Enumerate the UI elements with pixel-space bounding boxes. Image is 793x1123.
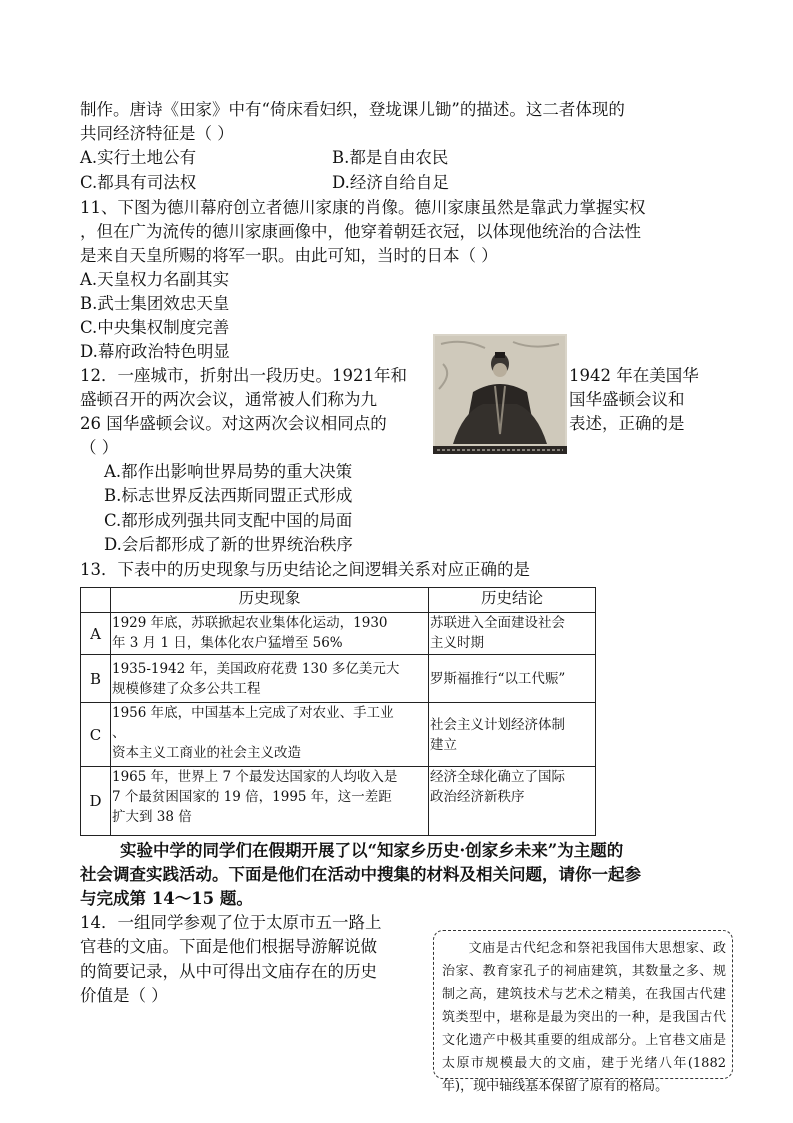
intro-line3: 与完成第 14～15 题。 (80, 889, 253, 908)
table-row (81, 613, 596, 655)
row-label: A (81, 613, 111, 655)
conclusion-line: 建立 (430, 736, 457, 753)
q12-stem-line1-left: 12．一座城市，折射出一段历史。1921年和 (80, 366, 407, 385)
q12-option-d: D.会后都形成了新的世界统治秩序 (104, 535, 353, 554)
q14-stem-line3: 的简要记录，从中可得出文庙存在的历史 (80, 962, 377, 981)
conclusion-line: 主义时期 (430, 635, 484, 651)
conclusion-line: 苏联进入全面建设社会 (430, 615, 565, 631)
phenomenon-line: 1929 年底，苏联掀起农业集体化运动，1930 (112, 615, 388, 631)
table-header-blank (81, 588, 111, 613)
row-conclusion (429, 767, 596, 836)
conclusion-line: 经济全球化确立了国际 (430, 769, 565, 785)
q12-stem-line4: （ ） (80, 438, 119, 457)
row-label: C (81, 703, 111, 767)
q12-stem-line2-right: 国华盛顿会议和 (569, 390, 685, 409)
row-phenomenon (111, 767, 429, 836)
q12-option-c: C.都形成列强共同支配中国的局面 (104, 511, 353, 530)
q14-stem-line4: 价值是（ ） (80, 986, 168, 1005)
table-row (81, 655, 596, 703)
phenomenon-line: 资本主义工商业的社会主义改造 (112, 745, 301, 761)
row-label: B (81, 655, 111, 703)
phenomenon-line: 、 (112, 725, 126, 741)
q10-option-b: B.都是自由农民 (332, 148, 449, 167)
row-conclusion (429, 655, 596, 703)
q10-option-a: A.实行土地公有 (80, 148, 197, 167)
q11-option-a: A.天皇权力名副其实 (80, 270, 230, 289)
conclusion-line: 社会主义计划经济体制 (430, 716, 565, 733)
conclusion-line: 罗斯福推行“以工代赈” (430, 670, 566, 687)
temple-note-text: 文庙是古代纪念和祭祀我国伟大思想家、政治家、教育家孔子的祠庙建筑，其数量之多、规制之高，建筑技术与艺术之精美，在我国古代建筑类型中，堪称是最为突出的一种，是我国古代文化遗产中极其重要的组成部分。上官巷文庙是太原市规模最大的文庙，建于光绪八年(1882年)，现中轴线基本保留了原有的格局。 (442, 941, 726, 1094)
table-header-row (81, 588, 596, 613)
history-table (80, 587, 596, 836)
q11-stem-line1: 11、下图为德川幕府创立者德川家康的肖像。德川家康虽然是靠武力掌握实权 (80, 198, 646, 217)
row-phenomenon (111, 613, 429, 655)
q11-option-d: D.幕府政治特色明显 (80, 342, 230, 361)
q12-stem-line2-left: 盛顿召开的两次会议，通常被人们称为九 (80, 390, 377, 409)
q10-stem-line2: 共同经济特征是（ ） (80, 124, 234, 143)
phenomenon-line: 1956 年底，中国基本上完成了对农业、手工业 (112, 705, 394, 721)
row-label: D (81, 767, 111, 836)
q10-option-d: D.经济自给自足 (332, 173, 449, 192)
q10-stem-line1: 制作。唐诗《田家》中有“倚床看妇织，登垅课儿锄”的描述。这二者体现的 (80, 100, 625, 119)
q12-stem-line3-left: 26 国华盛顿会议。对这两次会议相同点的 (80, 414, 387, 433)
table-row (81, 703, 596, 767)
q14-stem-line2: 官巷的文庙。下面是他们根据导游解说做 (80, 937, 377, 956)
q11-option-c: C.中央集权制度完善 (80, 318, 230, 337)
table-header-phenomenon: 历史现象 (111, 588, 429, 613)
row-phenomenon (111, 703, 429, 767)
phenomenon-line: 规模修建了众多公共工程 (112, 681, 261, 697)
conclusion-line: 政治经济新秩序 (430, 789, 525, 805)
phenomenon-line: 7 个最贫困国家的 19 倍，1995 年，这一差距 (112, 789, 392, 805)
q10-option-c: C.都具有司法权 (80, 173, 197, 192)
q12-stem-line3-right: 表述，正确的是 (569, 414, 685, 433)
phenomenon-line: 扩大到 38 倍 (112, 809, 192, 825)
temple-note-box (433, 930, 733, 1094)
phenomenon-line: 年 3 月 1 日，集体化农户猛增至 56% (112, 635, 343, 651)
row-conclusion (429, 703, 596, 767)
intro-line2: 社会调查实践活动。下面是他们在活动中搜集的材料及相关问题，请你一起参 (80, 865, 641, 884)
q14-stem-line1: 14．一组同学参观了位于太原市五一路上 (80, 913, 382, 932)
table-header-conclusion: 历史结论 (429, 588, 596, 613)
q13-stem: 13．下表中的历史现象与历史结论之间逻辑关系对应正确的是 (80, 560, 530, 579)
q11-option-b: B.武士集团效忠天皇 (80, 294, 230, 313)
q11-stem-line3: 是来自天皇所赐的将军一职。由此可知，当时的日本（ ） (80, 246, 498, 265)
q12-option-a: A.都作出影响世界局势的重大决策 (104, 462, 353, 481)
table-row (81, 767, 596, 836)
phenomenon-line: 1935-1942 年，美国政府花费 130 多亿美元大 (112, 661, 400, 677)
tokugawa-portrait-image (433, 334, 567, 454)
q12-stem-line1-right: 1942 年在美国华 (569, 366, 699, 385)
row-conclusion (429, 613, 596, 655)
row-phenomenon (111, 655, 429, 703)
q12-option-b: B.标志世界反法西斯同盟正式形成 (104, 486, 353, 505)
q11-stem-line2: ，但在广为流传的德川家康画像中，他穿着朝廷衣冠，以体现他统治的合法性 (80, 222, 641, 241)
phenomenon-line: 1965 年，世界上 7 个最发达国家的人均收入是 (112, 769, 398, 785)
intro-line1: 实验中学的同学们在假期开展了以“知家乡历史·创家乡未来”为主题的 (120, 841, 624, 860)
